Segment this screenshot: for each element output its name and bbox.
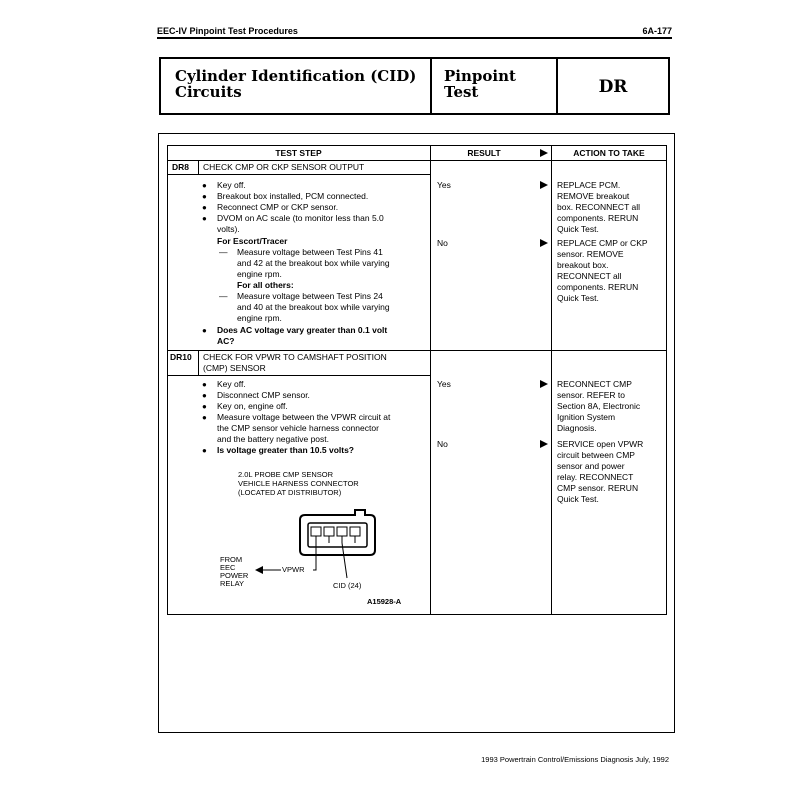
from-label-3: POWER	[220, 571, 249, 580]
dr10-question: Is voltage greater than 10.5 volts?	[217, 445, 354, 455]
row-divider	[167, 350, 667, 351]
dr10-id-divider	[198, 350, 199, 375]
col-header-result: RESULT	[467, 148, 501, 158]
cid-label: CID (24)	[333, 581, 362, 590]
dr8-step-4: DVOM on AC scale (to monitor less than 5.0	[217, 213, 384, 223]
section-title-line1: Cylinder Identification (CID)	[175, 67, 417, 85]
dr10-action-yes-5: Diagnosis.	[557, 423, 597, 433]
from-label-4: RELAY	[220, 579, 245, 588]
dr8-question: Does AC voltage vary greater than 0.1 volt	[217, 325, 388, 335]
test-code: DR	[598, 77, 628, 97]
dr8-action-yes-5: Quick Test.	[557, 224, 599, 234]
connector-drawing	[205, 470, 435, 610]
dr10-action-no-1: SERVICE open VPWR	[557, 439, 644, 449]
arrow-icon	[540, 181, 548, 189]
step-heading-dr8: CHECK CMP OR CKP SENSOR OUTPUT	[203, 162, 365, 172]
dr8-step-1: Key off.	[217, 180, 246, 190]
dr8-id-divider	[198, 160, 199, 174]
bullet-icon: ●	[202, 192, 207, 201]
dash-icon: —	[219, 291, 228, 301]
title-box	[159, 57, 670, 115]
dr8-heading-divider	[167, 174, 430, 175]
title-cell	[161, 59, 432, 113]
pinpoint-label	[444, 68, 516, 100]
dr10-result-yes: Yes	[437, 379, 451, 389]
dr10-action-yes-4: Ignition System	[557, 412, 616, 422]
dr8-step-3: Reconnect CMP or CKP sensor.	[217, 202, 339, 212]
diagram-title-2: VEHICLE HARNESS CONNECTOR	[238, 479, 359, 488]
step-id-dr8: DR8	[172, 162, 190, 172]
others-label: For all others:	[237, 280, 294, 290]
pinpoint-cell	[432, 59, 558, 113]
pin-3	[337, 527, 347, 536]
arrow-icon	[540, 239, 548, 247]
page-footer: 1993 Powertrain Control/Emissions Diagnosis July, 1992	[481, 755, 669, 764]
dr10-step-4: Measure voltage between the VPWR circuit at	[217, 412, 391, 422]
pin-1	[311, 527, 321, 536]
dr10-action-no-4: relay. RECONNECT	[557, 472, 634, 482]
step-id-dr10: DR10	[170, 352, 192, 362]
dr8-action-no-6: Quick Test.	[557, 293, 599, 303]
dr8-action-no-2: sensor. REMOVE	[557, 249, 624, 259]
others-line-2: and 40 at the breakout box while varying	[237, 302, 390, 312]
diagram-title-1: 2.0L PROBE CMP SENSOR	[238, 470, 334, 479]
dr10-action-yes-3: Section 8A, Electronic	[557, 401, 641, 411]
bullet-icon: ●	[202, 326, 207, 335]
vpwr-label: VPWR	[282, 565, 305, 574]
arrow-icon	[540, 149, 548, 157]
escort-label: For Escort/Tracer	[217, 236, 288, 246]
dr10-step-3: Key on, engine off.	[217, 401, 288, 411]
dr10-step-2: Disconnect CMP sensor.	[217, 390, 310, 400]
pin-4	[350, 527, 360, 536]
step-heading-dr10-1: CHECK FOR VPWR TO CAMSHAFT POSITION	[203, 352, 387, 362]
dr8-step-2: Breakout box installed, PCM connected.	[217, 191, 369, 201]
others-line-1: Measure voltage between Test Pins 24	[237, 291, 383, 301]
pinpoint-line2: Test	[444, 83, 479, 101]
dr10-action-yes-1: RECONNECT CMP	[557, 379, 632, 389]
dr10-result-no: No	[437, 439, 448, 449]
from-arrow-icon	[255, 566, 263, 574]
dr8-action-no-4: RECONNECT all	[557, 271, 622, 281]
dr8-action-yes-3: box. RECONNECT all	[557, 202, 640, 212]
bullet-icon: ●	[202, 380, 207, 389]
dr8-action-no-1: REPLACE CMP or CKP	[557, 238, 648, 248]
dr8-action-no-5: components. RERUN	[557, 282, 639, 292]
bullet-icon: ●	[202, 413, 207, 422]
col-divider-2	[551, 145, 552, 614]
pin-2	[324, 527, 334, 536]
bullet-icon: ●	[202, 181, 207, 190]
escort-line-3: engine rpm.	[237, 269, 282, 279]
bullet-icon: ●	[202, 402, 207, 411]
dash-icon: —	[219, 247, 228, 257]
col-header-test-step: TEST STEP	[275, 148, 322, 158]
dr8-action-no-3: breakout box.	[557, 260, 609, 270]
running-header-title: EEC-IV Pinpoint Test Procedures	[157, 26, 298, 36]
section-title	[175, 68, 416, 100]
section-title-line2: Circuits	[175, 83, 242, 101]
dr10-action-no-2: circuit between CMP	[557, 450, 635, 460]
step-heading-dr10-2: (CMP) SENSOR	[203, 363, 266, 373]
dr8-action-yes-1: REPLACE PCM.	[557, 180, 621, 190]
header-rule	[157, 37, 672, 39]
dr8-result-no: No	[437, 238, 448, 248]
dr10-action-no-3: sensor and power	[557, 461, 625, 471]
dr8-result-yes: Yes	[437, 180, 451, 190]
bullet-icon: ●	[202, 391, 207, 400]
dr10-step-4-cont1: the CMP sensor vehicle harness connector	[217, 423, 379, 433]
from-label-1: FROM	[220, 555, 243, 564]
dr8-step-4-cont: volts).	[217, 224, 240, 234]
dr10-action-no-6: Quick Test.	[557, 494, 599, 504]
escort-line-1: Measure voltage between Test Pins 41	[237, 247, 383, 257]
page-number: 6A-177	[642, 26, 672, 36]
dr10-heading-divider	[167, 375, 430, 376]
dr8-action-yes-4: components. RERUN	[557, 213, 639, 223]
diagram-title-3: (LOCATED AT DISTRIBUTOR)	[238, 488, 342, 497]
from-label-2: EEC	[220, 563, 236, 572]
others-line-3: engine rpm.	[237, 313, 282, 323]
bullet-icon: ●	[202, 203, 207, 212]
col-header-action: ACTION TO TAKE	[573, 148, 645, 158]
dr10-action-yes-2: sensor. REFER to	[557, 390, 626, 400]
dr8-question-cont: AC?	[217, 336, 235, 346]
pinpoint-line1: Pinpoint	[444, 67, 516, 85]
dr10-action-no-5: CMP sensor. RERUN	[557, 483, 639, 493]
escort-line-2: and 42 at the breakout box while varying	[237, 258, 390, 268]
connector-diagram	[205, 470, 435, 610]
dr8-action-yes-2: REMOVE breakout	[557, 191, 630, 201]
arrow-icon	[540, 380, 548, 388]
figure-reference: A15928-A	[367, 597, 402, 606]
bullet-icon: ●	[202, 446, 207, 455]
bullet-icon: ●	[202, 214, 207, 223]
dr10-step-4-cont2: and the battery negative post.	[217, 434, 329, 444]
header-divider	[167, 160, 667, 161]
arrow-icon	[540, 440, 548, 448]
code-cell	[558, 59, 668, 113]
dr10-step-1: Key off.	[217, 379, 246, 389]
